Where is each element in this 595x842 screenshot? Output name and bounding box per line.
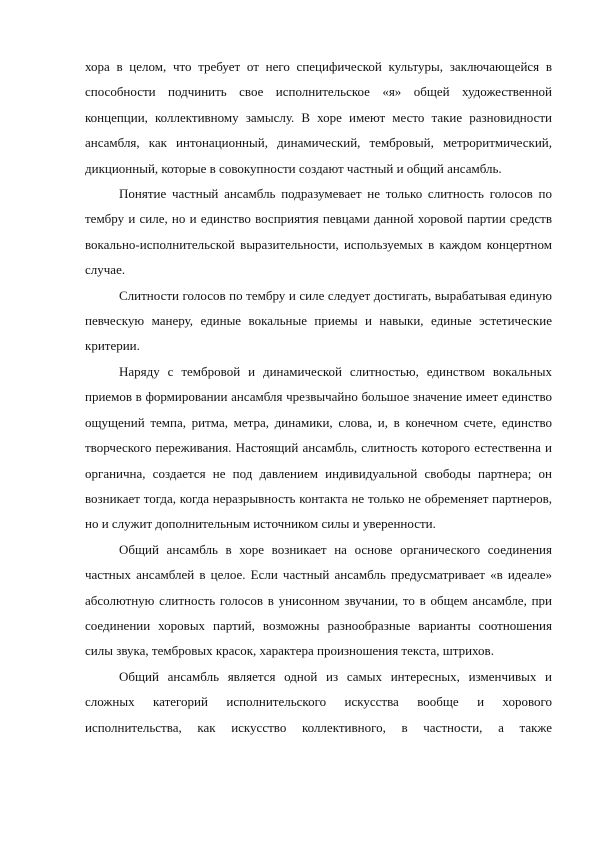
- paragraph-general-ensemble-category: Общий ансамбль является одной из самых интересных, изменчивых и сложных категорий исполнительского искусства вообще и хорового исполнительства, как искусство коллективного, в частности, а также: [85, 668, 552, 735]
- paragraph-general-ensemble: Общий ансамбль в хоре возникает на основе органического соединения частных ансамблей в целое. Если частный ансамбль предусматривает «в идеале» абсолютную слитность голосов в унисонном звучании, то в общем ансамбле, при соединении хоровых партий, возможны разнообразные варианты соотношения силы звука, тембровых красок, характера произношения текста, штрихов.: [85, 541, 552, 659]
- paragraph-private-ensemble: Понятие частный ансамбль подразумевает не только слитность голосов по тембру и силе, но и единство восприятия певцами данной хоровой партии средств вокально-исполнительской выразительности, используемых в каждом концертном случае.: [85, 186, 552, 278]
- paragraph-voice-fusion: Слитности голосов по тембру и силе следует достигать, вырабатывая единую певческую манеру, единые вокальные приемы и навыки, единые эстетические критерии.: [85, 287, 552, 354]
- document-page: [85, 54, 552, 740]
- paragraph-continuation: хора в целом, что требует от него специфической культуры, заключающейся в способности подчинить свое исполнительское «я» общей художественной концепции, коллективному замыслу. В хоре имеют место такие разновидности ансамбля, как интонационный, динамический, тембровый, метроритмический, дикционный, которые в совокупности создают частный и общий ансамбль.: [85, 59, 552, 176]
- paragraph-unity: Наряду с тембровой и динамической слитностью, единством вокальных приемов в формировании ансамбля чрезвычайно большое значение имеет единство ощущений темпа, ритма, метра, динамики, слова, и, в конечном счете, единство творческого переживания. Настоящий ансамбль, слитность которого естественна и органична, создается не под давлением индивидуальной свободы партнера; он возникает тогда, когда неразрывность контакта не только не обременяет партнеров, но и служит дополнительным источником силы и уверенности.: [85, 363, 552, 532]
